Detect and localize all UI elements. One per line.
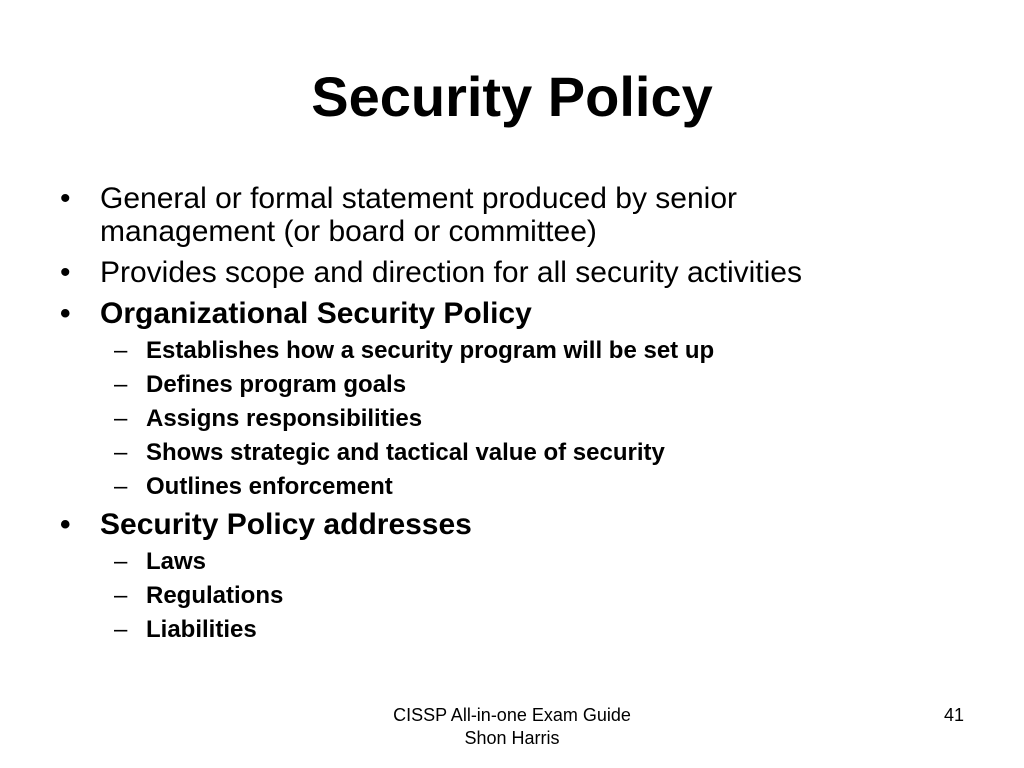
bullet-marker: •: [60, 297, 71, 330]
dash-marker: –: [114, 548, 128, 575]
bullet-text: General or formal statement produced by senior: [100, 182, 737, 215]
sub-bullet-text: Laws: [146, 548, 207, 575]
sub-bullet-text: Defines program goals: [146, 371, 407, 398]
sub-bullet-text: Liabilities: [146, 616, 257, 643]
sub-bullet-text: Assigns responsibilities: [146, 405, 423, 432]
footer-source: [312, 704, 712, 750]
dash-marker: –: [114, 616, 128, 643]
footer-author: Shon Harris: [464, 728, 560, 748]
sub-bullet-text: Regulations: [146, 582, 284, 609]
sub-bullet-text: Outlines enforcement: [146, 473, 393, 500]
footer-book-title: CISSP All-in-one Exam Guide: [393, 705, 631, 725]
bullet-marker: •: [60, 182, 71, 215]
sub-bullet-text: Establishes how a security program will be set up: [146, 337, 715, 364]
dash-marker: –: [114, 405, 128, 432]
dash-marker: –: [114, 439, 128, 466]
bullet-marker: •: [60, 508, 71, 541]
bullet-text: management (or board or committee): [100, 215, 597, 248]
dash-marker: –: [114, 473, 128, 500]
page-number: 41: [943, 705, 964, 725]
bullet-marker: •: [60, 256, 71, 289]
sub-bullet-text: Shows strategic and tactical value of security: [146, 439, 665, 466]
dash-marker: –: [114, 371, 128, 398]
dash-marker: –: [114, 582, 128, 609]
bullet-text: Provides scope and direction for all security activities: [100, 256, 802, 289]
bullet-text: Security Policy addresses: [100, 508, 472, 541]
dash-marker: –: [114, 337, 128, 364]
bullet-text: Organizational Security Policy: [100, 297, 532, 330]
slide-title: Security Policy: [311, 65, 713, 128]
